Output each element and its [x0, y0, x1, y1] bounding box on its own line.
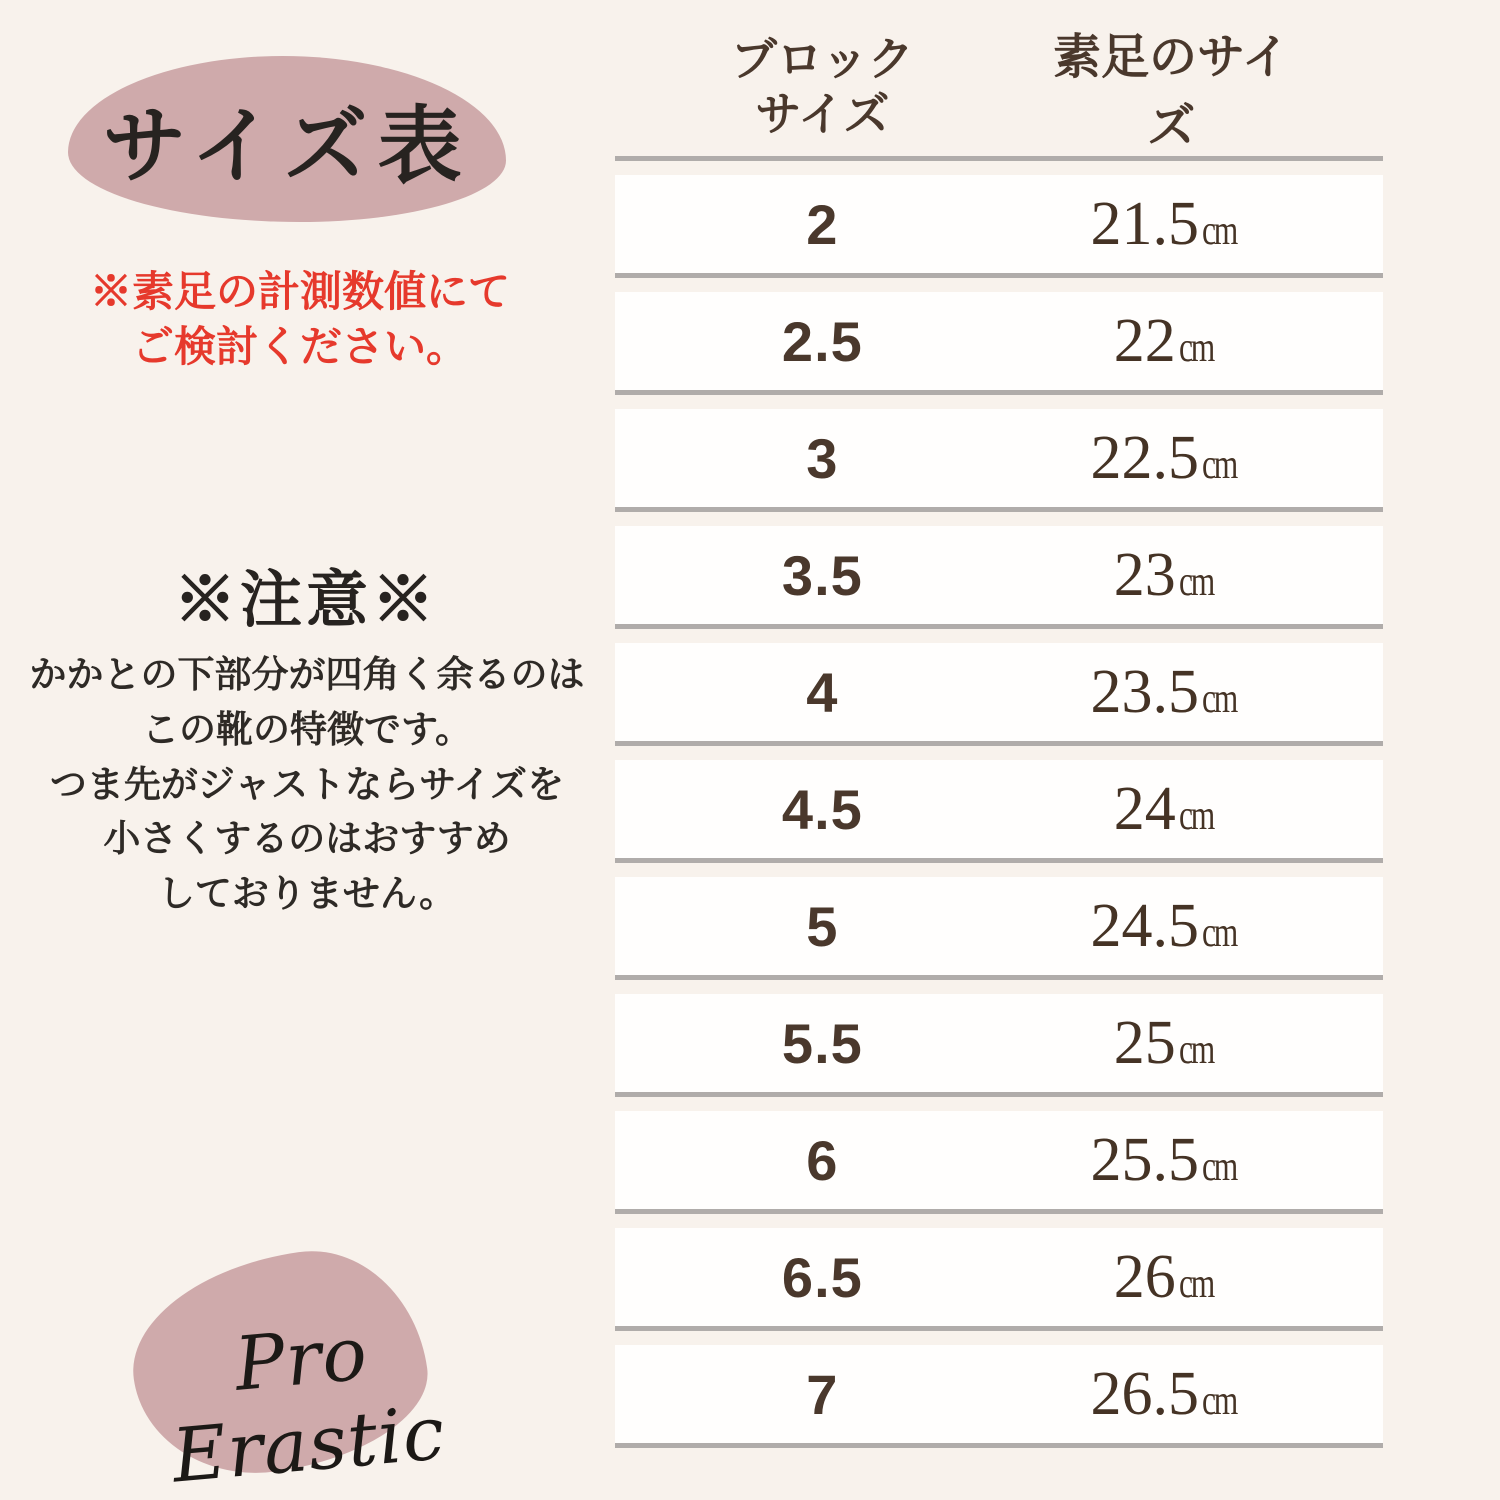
foot-size-value: 25.5 [1090, 1125, 1199, 1194]
column-header-line: ブロック [730, 32, 914, 85]
foot-size-value: 21.5 [1090, 189, 1199, 258]
table-row [615, 409, 1383, 507]
row-divider [615, 1092, 1383, 1097]
unit-label: cm [1201, 441, 1236, 488]
block-size-cell: 5.5 [781, 1011, 863, 1075]
row-divider [615, 624, 1383, 629]
table-row [615, 175, 1383, 273]
foot-size-cell [1030, 423, 1383, 494]
foot-size-value: 22.5 [1090, 423, 1199, 492]
table-row [615, 292, 1383, 390]
unit-label: cm [1178, 1260, 1213, 1307]
foot-size-value: 24 [1113, 774, 1176, 843]
foot-size-cell [1030, 1008, 1383, 1079]
table-row [615, 877, 1383, 975]
foot-size-cell [1030, 540, 1383, 611]
table-row [615, 1345, 1383, 1443]
foot-size-value: 26 [1113, 1242, 1176, 1311]
size-table-header [615, 18, 1383, 156]
page-title: サイズ表 [102, 98, 472, 193]
row-divider [615, 390, 1383, 395]
caution-line: しておりません。 [157, 873, 457, 914]
brand-logo: Pro Erastic [168, 1310, 449, 1500]
unit-label: cm [1178, 558, 1213, 605]
caution-heading: ※注意※ [173, 566, 438, 635]
block-size-cell: 7 [806, 1362, 839, 1426]
row-divider [615, 1326, 1383, 1331]
row-divider [615, 1443, 1383, 1448]
title-blob [68, 56, 506, 222]
row-divider [615, 858, 1383, 863]
note-line: ご検討ください。 [131, 323, 468, 371]
unit-label: cm [1201, 909, 1236, 956]
foot-size-value: 22 [1113, 306, 1176, 375]
row-divider [615, 156, 1383, 161]
table-row [615, 1228, 1383, 1326]
foot-size-value: 24.5 [1090, 891, 1199, 960]
column-header-foot-size: 素足のサイズ [1053, 31, 1290, 153]
block-size-cell: 4.5 [781, 777, 863, 841]
block-size-cell: 6.5 [781, 1245, 863, 1309]
unit-label: cm [1201, 675, 1236, 722]
table-row [615, 994, 1383, 1092]
unit-label: cm [1201, 207, 1236, 254]
foot-size-value: 23 [1113, 540, 1176, 609]
barefoot-measure-note [28, 264, 572, 375]
table-row [615, 760, 1383, 858]
foot-size-value: 26.5 [1090, 1359, 1199, 1428]
foot-size-cell [1030, 1359, 1383, 1430]
block-size-cell: 2.5 [781, 309, 863, 373]
block-size-cell: 4 [806, 660, 839, 724]
block-size-cell: 5 [806, 894, 839, 958]
row-divider [615, 1209, 1383, 1214]
foot-size-cell [1030, 657, 1383, 728]
row-divider [615, 741, 1383, 746]
row-divider [615, 507, 1383, 512]
table-row [615, 1111, 1383, 1209]
foot-size-value: 23.5 [1090, 657, 1199, 726]
foot-size-cell [1030, 891, 1383, 962]
caution-body [0, 648, 614, 922]
column-header-block-size [615, 32, 1030, 142]
foot-size-value: 25 [1113, 1008, 1176, 1077]
note-line: ※素足の計測数値にて [89, 268, 510, 315]
size-table-body [615, 156, 1383, 1448]
unit-label: cm [1178, 792, 1213, 839]
size-table [615, 18, 1383, 1448]
block-size-cell: 3 [806, 426, 839, 490]
block-size-cell: 2 [806, 192, 839, 256]
foot-size-cell [1030, 1242, 1383, 1313]
row-divider [615, 273, 1383, 278]
column-header-line: サイズ [755, 88, 890, 140]
block-size-cell: 3.5 [781, 543, 863, 607]
table-row [615, 526, 1383, 624]
table-row [615, 643, 1383, 741]
caution-line: かかとの下部分が四角く余るのは [29, 654, 585, 695]
caution-line: 小さくするのはおすすめ [103, 818, 511, 860]
foot-size-cell [1030, 1125, 1383, 1196]
block-size-cell: 6 [806, 1128, 839, 1192]
foot-size-cell [1030, 189, 1383, 260]
row-divider [615, 975, 1383, 980]
foot-size-cell [1030, 306, 1383, 377]
caution-line: つま先がジャストならサイズを [49, 763, 565, 805]
unit-label: cm [1201, 1377, 1236, 1424]
foot-size-cell [1030, 774, 1383, 845]
caution-line: この靴の特徴です。 [141, 708, 473, 750]
unit-label: cm [1201, 1143, 1236, 1190]
unit-label: cm [1178, 324, 1213, 371]
unit-label: cm [1178, 1026, 1213, 1073]
